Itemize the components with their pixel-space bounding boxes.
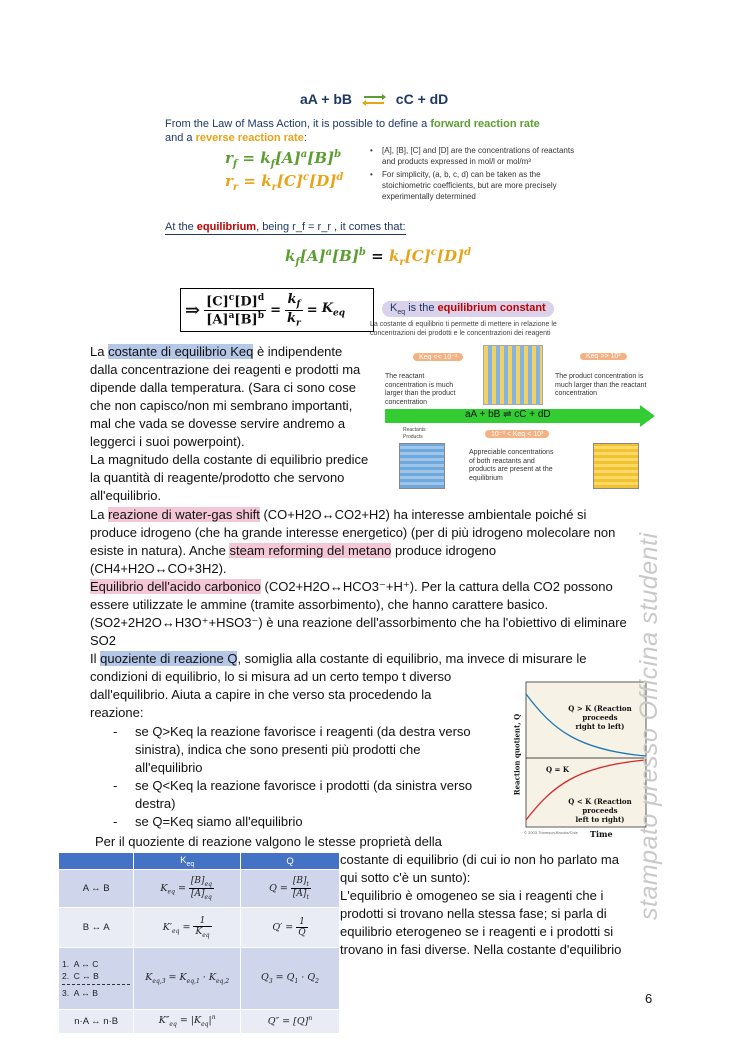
reactant-beaker [399,443,445,489]
keq-caption: La costante di equilibrio ti permette di mettere in relazione le concentrazioni dei prodotti e le concentrazioni dei reagenti [370,321,557,337]
reaction-title: aA + bB cC + dD [300,91,449,107]
table-row: n·A ↔ n·B $K''_{eq} = |K_{eq}|^n$ $Q'' = [Q]^n$ [59,1010,340,1034]
bullet-coefficients: • For simplicity, (a, b, c, d) can be taken as the stoichiometric coefficients, but are more precisely experimentally determined [368,169,578,202]
list-item: - se Q=Keq siamo all'equilibrio [113,814,303,829]
mid-text: Appreciable concentrations of both reactants and products are present at the equilibrium [469,449,554,482]
k-mid-badge: 10⁻³ < Keq < 10³ [485,430,549,438]
list-item: - se Q<Keq la reazione favorisce i prodotti (da sinistra verso destra) [113,778,473,811]
table-header-row [59,853,340,870]
slide-intro: From the Law of Mass Action, it is possible to define a forward reaction rate and a reverse reaction rate: [165,118,540,144]
table-row: 1. A ↔ C 2. C ↔ B 3. A ↔ B $K_{eq,3} = K_{eq,1} \cdot K_{eq,2}$ $Q_3 = Q_1 \cdot Q_2$ [59,948,340,1010]
arrow-label: aA + bB ⇌ cC + dD [465,409,551,420]
reverse-rate: $r_r = k_r[C]^c[D]^d$ [225,172,344,193]
graph-copyright: © 2003 Thomson-Brooks/Cole [524,830,578,835]
paragraph-carbonic: Equilibrio dell'acido carbonico (CO2+H2O↔HCO3⁻+H⁺). Per la cattura della CO2 possono essere utilizzate le ammine (tramite assorbimento), che hanno carattere basico. (SO2+2H2O↔H3O⁺+HSO3⁻) è una reazione dell'assorbimento che ha l'obiettivo di eliminare SO2 [90,579,627,648]
table-row: A ↔ B $K_{eq}$ = $\frac{[B]_{eq}}{[A]_{eq}}$ Q = $\frac{[B]_t}{[A]_t}$ [59,870,340,908]
large-text: The product concentration is much larger than the reactant concentration [555,373,647,397]
header-q: Q [241,853,340,870]
equilibrium-line: At the equilibrium, being r_f = r_r , it comes that: [165,221,406,233]
keq-magnitude-diagram [385,345,655,490]
forward-rate: $r_f = k_f[A]^a[B]^b$ [225,149,342,170]
page-number: 6 [645,991,653,1006]
properties-table [58,852,340,1034]
k-small-badge: Keq << 10⁻³ [413,353,463,361]
slide-bullets [368,145,578,204]
small-text: The reactant concentration is much larger than the product concentration [385,373,456,406]
paragraph-keq: La costante di equilibrio Keq è indipendente dalla concentrazione dei reagenti e prodotti ma dipende dalla temperatura. (Sara ci sono cose che non capisco/non mi sembrano importanti, mal che vada se dovesse servire andremo a leggerci i suoi powerpoint). La magnitudo della costante di equilibrio predice la quantità di reagente/prodotto che servono all'equilibrio. [90,344,369,503]
graph-mid-label: Q = K [546,765,569,774]
mid-beaker [483,345,543,405]
watermark: stampato presso Officina studenti [635,532,663,920]
bullet-concentrations: • [A], [B], [C] and [D] are the concentrations of reactants and products expressed in mol/l or mol/m³ [368,145,578,167]
table-row: B ↔ A $K'_{eq}$ = $\frac{1}{K_{eq}}$ Q′ = $\frac{1}{Q}$ [59,908,340,948]
keq-note: $K_{eq}$ is the equilibrium constant [382,301,554,317]
header-keq: $K_{eq}$ [134,853,241,870]
product-beaker [593,443,639,489]
equality-equation: $k_f[A]^a[B]^b = k_r[C]^c[D]^d$ [285,247,472,268]
rate-equations [225,149,343,193]
k-large-badge: Keq >> 10³ [580,353,627,360]
graph-bottom-label: Q < K (Reaction proceeds left to right) [568,797,632,824]
quotient-list [113,723,513,831]
graph-top-label: Q > K (Reaction proceeds right to left) [568,704,632,731]
paragraph-properties-continued: costante di equilibrio (di cui io non ho parlato ma qui sotto c'è un sunto): L'equilibrio è omogeneo se sia i reagenti che i prodotti si trovano nella stessa fase; si parla di equilibrio eterogeneo se i reagenti e i prodotti si trovano in fasi diverse. Nella costante d'equilibrio [340,852,622,957]
paragraph-water-gas: La reazione di water-gas shift (CO+H2O↔CO2+H2) ha interesse ambientale poiché si produce idrogeno (che ha grande interesse energetico) (per di più idrogeno molecolare non esiste in natura). Anche steam reforming del metano produce idrogeno (CH4+H2O↔CO+3H2). [90,507,616,576]
paragraph-properties: Per il quoziente di reazione valgono le stesse proprietà della [95,834,442,849]
list-item: - se Q>Keq la reazione favorisce i reagenti (da destra verso sinistra), indica che sono presenti più prodotti che all'equilibrio [113,724,471,775]
keq-definition-box: ⇒ $\frac{[C]^c[D]^d}{[A]^a[B]^b}$ = $\frac{k_f}{k_r}$ = $K_{eq}$ [180,288,374,332]
equilibrium-arrows-icon [362,93,386,107]
graph-xlabel: Time [590,829,613,839]
graph-ylabel: Reaction quotient, Q [512,713,522,796]
slide-image [150,85,590,335]
paragraph-quotient: Il quoziente di reazione Q, somiglia alla costante di equilibrio, ma invece di misurare le condizioni di equilibrio, lo si misura ad un certo tempo t diverso dall'equilibrio. Aiuta a capire in che verso sta procedendo la reazione: [90,651,587,720]
legend: Reactants Products [403,427,426,440]
